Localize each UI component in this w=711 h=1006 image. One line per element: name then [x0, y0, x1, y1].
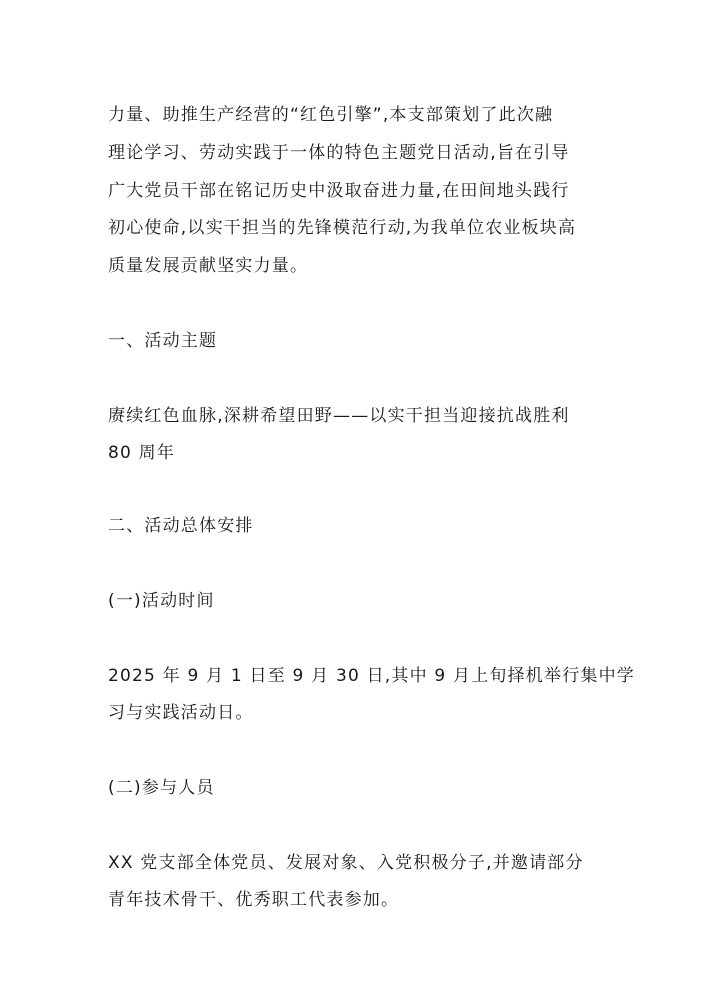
theme-line-2: 80 周年 [108, 443, 176, 463]
time-line-1: 2025 年 9 月 1 日至 9 月 30 日,其中 9 月上旬择机举行集中学 [108, 666, 636, 686]
sub2-heading: (二)参与人员 [108, 778, 215, 798]
time-line-2: 习与实践活动日。 [108, 703, 254, 723]
sub1-heading: (一)活动时间 [108, 591, 215, 611]
participant-line-2: 青年技术骨干、优秀职工代表参加。 [108, 890, 400, 910]
intro-line-1: 力量、助推生产经营的“红色引擎”,本支部策划了此次融 [108, 105, 554, 125]
intro-line-2: 理论学习、劳动实践于一体的特色主题党日活动,旨在引导 [108, 143, 570, 163]
section2-heading: 二、活动总体安排 [108, 516, 254, 536]
section1-heading: 一、活动主题 [108, 331, 218, 351]
intro-line-3: 广大党员干部在铭记历史中汲取奋进力量,在田间地头践行 [108, 181, 570, 201]
theme-line-1: 赓续红色血脉,深耕希望田野——以实干担当迎接抗战胜利 [108, 406, 570, 426]
intro-line-4: 初心使命,以实干担当的先锋模范行动,为我单位农业板块高 [108, 218, 577, 238]
intro-line-5: 质量发展贡献坚实力量。 [108, 256, 309, 276]
participant-line-1: XX 党支部全体党员、发展对象、入党积极分子,并邀请部分 [108, 853, 584, 873]
